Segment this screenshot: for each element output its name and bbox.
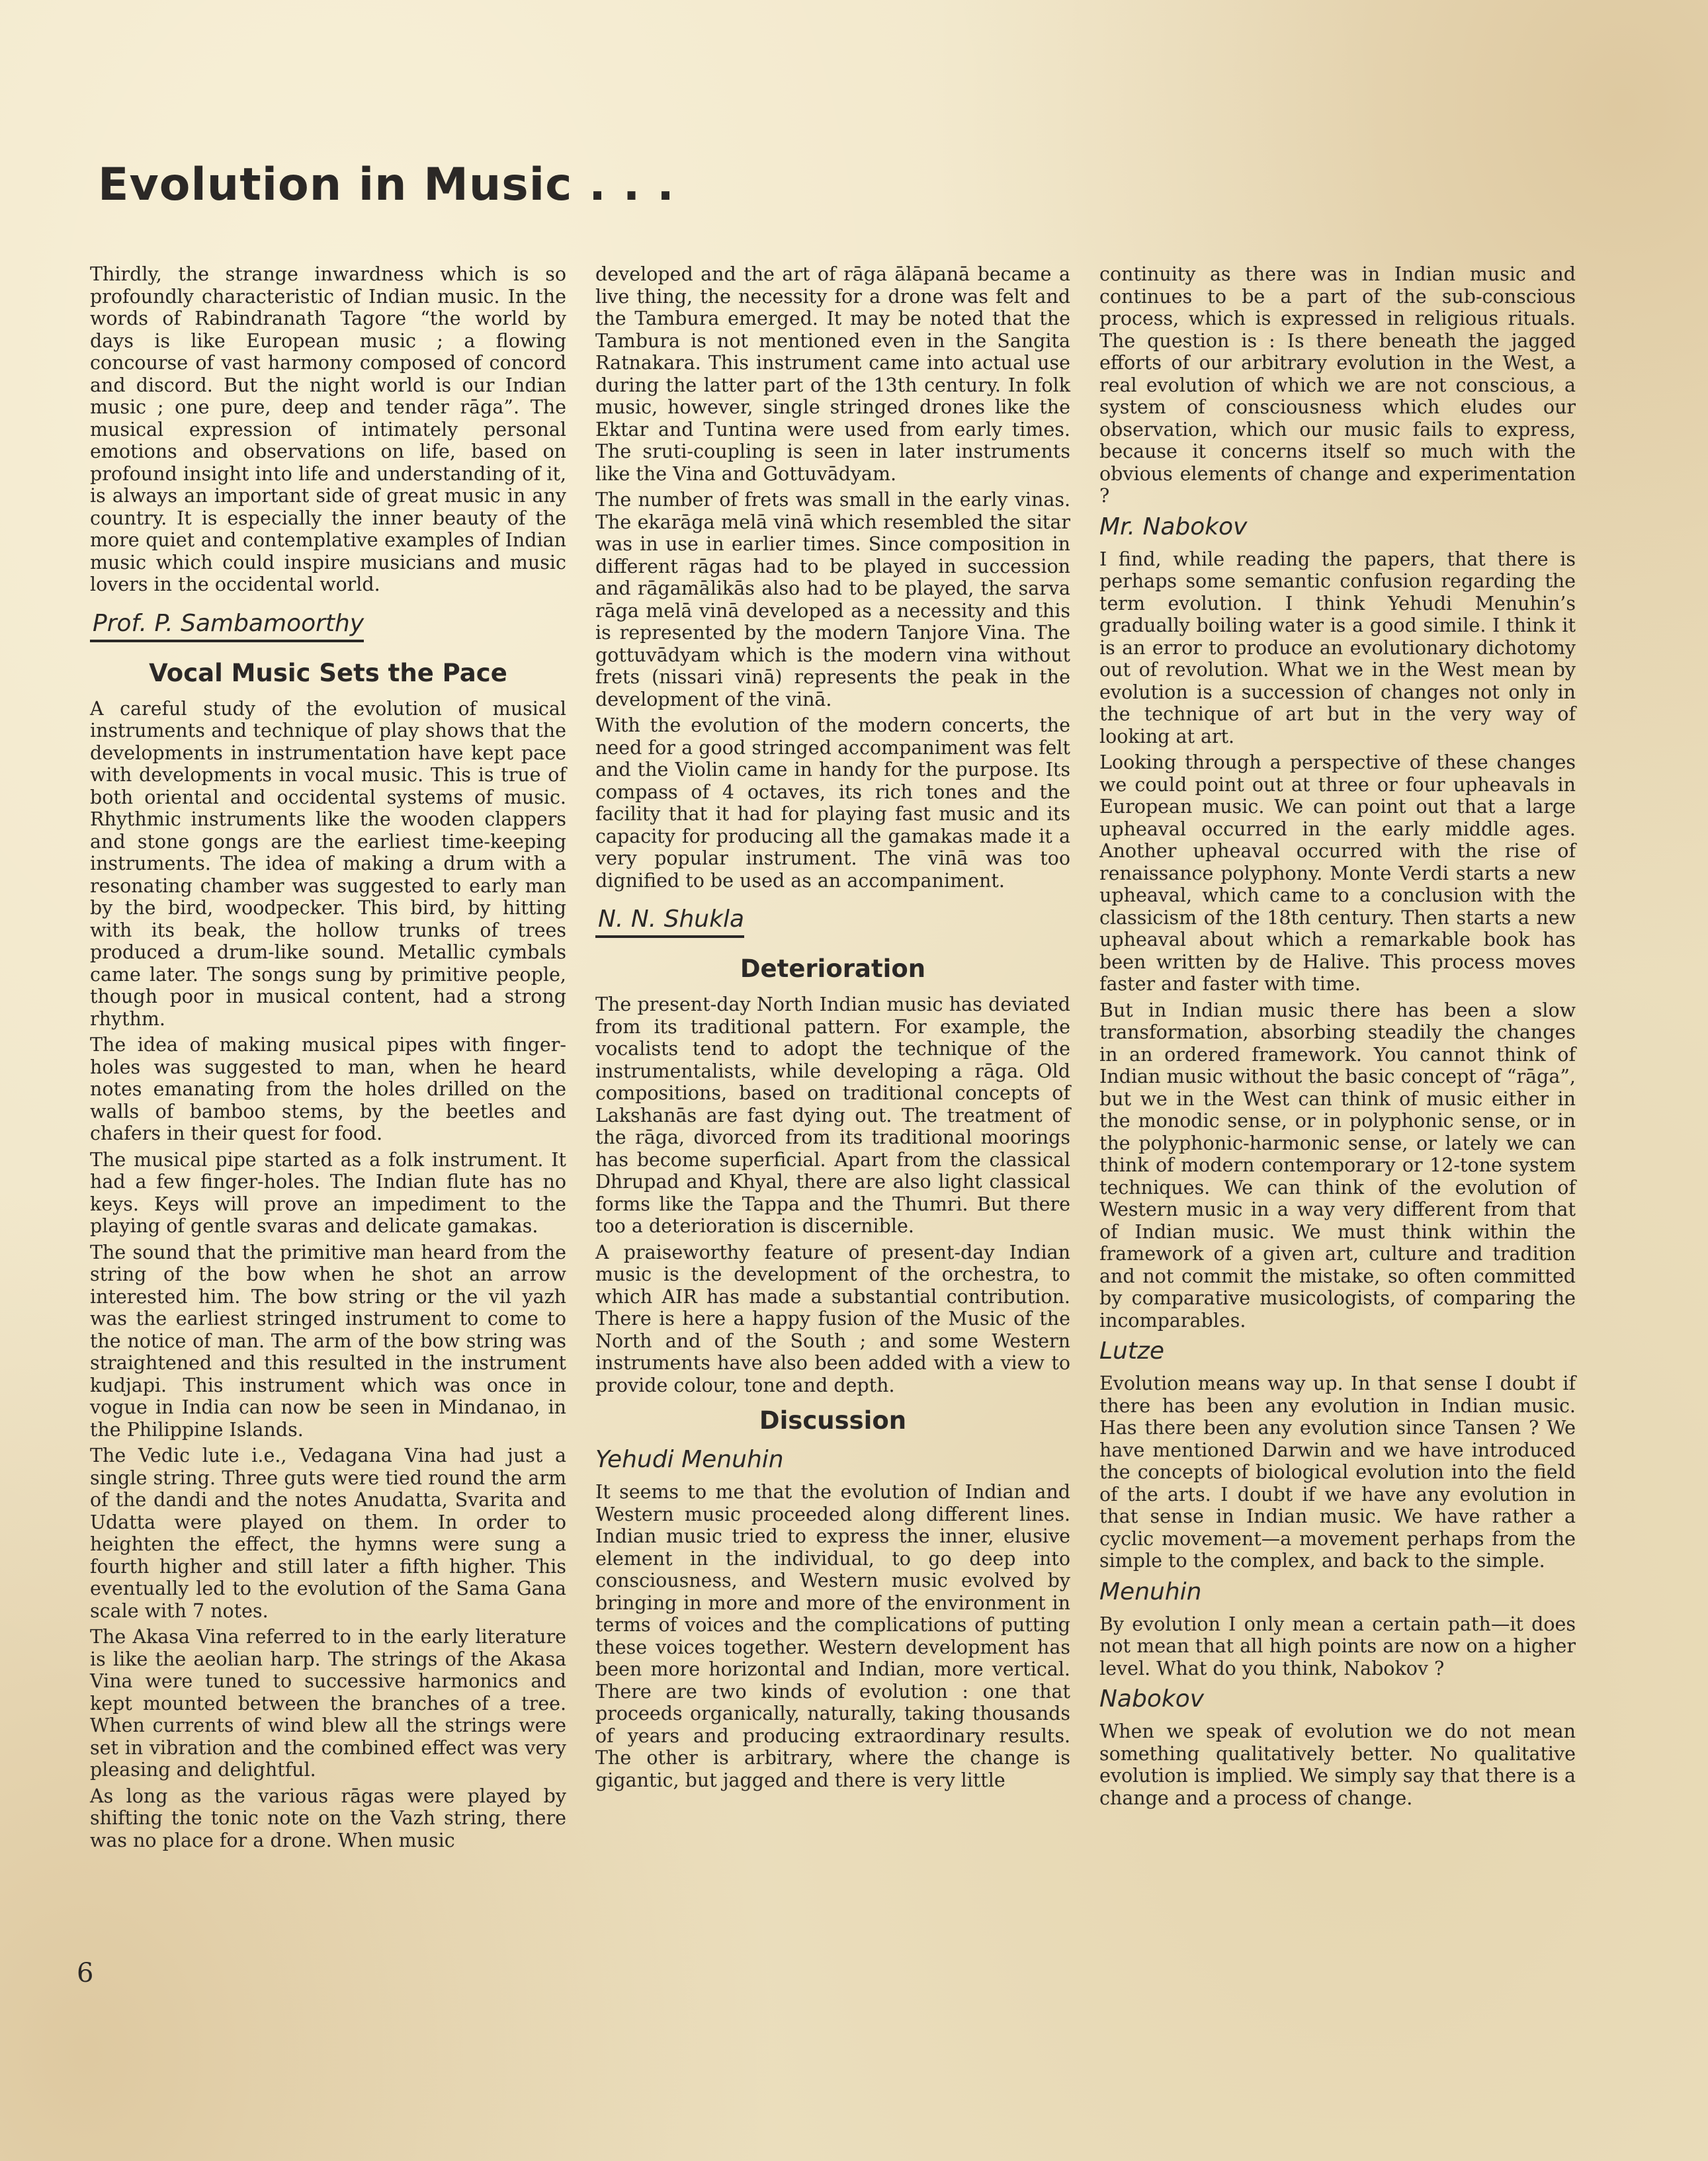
speaker-rule <box>90 604 566 649</box>
paragraph: continuity as there was in Indian music and continues to be a part of the sub-conscious process, which is expressed in religious rituals. The question is : Is there beneath the jagged efforts of our arbitrary evolution in the West, a real evolution of which we are not conscious, a system of consciousness which eludes our observation, which our music fails to express, because it concerns itself so much with the obvious elements of change and experimentation ? <box>1099 263 1576 507</box>
paragraph: The Vedic lute i.e., Vedagana Vina had just a single string. Three guts were tied round the arm of the dandi and the notes Anudatta, Svarita and Udatta were played on them. In order to heighten the effect, the hymns were sung a fourth higher and still later a fifth higher. This eventually led to the evolution of the Sama Gana scale with 7 notes. <box>90 1445 566 1622</box>
paragraph: By evolution I only mean a certain path—it does not mean that all high points are now on a higher level. What do you think, Nabokov ? <box>1099 1613 1576 1679</box>
speaker-rule <box>595 900 1070 945</box>
paragraph: Evolution means way up. In that sense I doubt if there has been any evolution in Indian music. Has there been any evolution since Tansen ? We have mentioned Darwin and we have introduced the concepts of biological evolution into the field of the arts. I doubt if we have any evolution in that sense in Indian music. We have rather a cyclic movement—a movement perhaps from the simple to the complex, and back to the simple. <box>1099 1373 1576 1572</box>
column-1 <box>90 263 566 1855</box>
paragraph: With the evolution of the modern concerts, the need for a good stringed accompaniment was felt and the Violin came in handy for the purpose. Its compass of 4 octaves, its rich tones and the facility that it had for playing fast music and its capacity for producing all the gamakas made it a very popular instrument. The vinā was too dignified to be used as an accompaniment. <box>595 714 1070 892</box>
paragraph: Looking through a perspective of these changes we could point out at three or four upheavals in European music. We can point out that a large upheaval occurred in the early middle ages. Another upheaval occurred with the rise of renaissance polyphony. Monte Verdi starts a new upheaval, which came to a conclusion with the classicism of the 18th century. Then starts a new upheaval about which a remarkable book has been written by de Halive. This process moves faster and faster with time. <box>1099 751 1576 995</box>
speaker-name: Prof. P. Sambamoorthy <box>90 609 364 642</box>
speaker-name: Menuhin <box>1099 1578 1202 1605</box>
paragraph: But in Indian music there has been a slow transformation, absorbing steadily the changes in an ordered framework. You cannot think of Indian music without the basic concept of “rāga”, but we in the West can think of music either in the monodic sense, or in polyphonic sense, or in the polyphonic-harmonic sense, or lately we can think of modern contemporary or 12-tone system techniques. We can think of the evolution of Western music in a way very different from that of Indian music. We must think within the framework of a given art, culture and tradition and not commit the mistake, so often committed by comparative musicologists, of comparing the incomparables. <box>1099 999 1576 1332</box>
paragraph: The sound that the primitive man heard from the string of the bow when he shot an arrow interested him. The bow string or the vil yazh was the earliest stringed instrument to come to the notice of man. The arm of the bow string was straightened and this resulted in the instrument kudjapi. This instrument which was once in vogue in India can now be seen in Mindanao, in the Philippine Islands. <box>90 1241 566 1441</box>
speaker-name: Mr. Nabokov <box>1099 513 1248 540</box>
section-heading: Vocal Music Sets the Pace <box>149 658 507 687</box>
paragraph: The present-day North Indian music has deviated from its traditional pattern. For example, the vocalists tend to adopt the technique of the instrumentalists, while developing a rāga. Old compositions, based on traditional concepts of Lakshanās are fast dying out. The treatment of the rāga, divorced from its traditional moorings has become superficial. Apart from the classical Dhrupad and Khyal, there are also light classical forms like the Tappa and the Thumri. But there too a deterioration is discernible. <box>595 994 1070 1237</box>
paragraph: developed and the art of rāga ālāpanā became a live thing, the necessity for a drone was felt and the Tambura emerged. It may be noted that the Tambura is not mentioned even in the Sangita Ratnakara. This instrument came into actual use during the latter part of the 13th century. In folk music, however, single stringed drones like the Ektar and Tuntina were used from early times. The sruti-coupling is seen in later instruments like the Vina and Gottuvādyam. <box>595 263 1070 485</box>
section-heading: Deterioration <box>740 954 926 983</box>
paragraph: I find, while reading the papers, that there is perhaps some semantic confusion regarding the term evolution. I think Yehudi Menuhin’s gradually boiling water is a good simile. I think it is an error to produce an evolutionary dichotomy out of revolution. What we in the West mean by evolution is a succession of changes not only in the technique of art but in the very way of looking at art. <box>1099 548 1576 747</box>
paragraph: Thirdly, the strange inwardness which is so profoundly characteristic of Indian music. In the words of Rabindranath Tagore “the world by days is like European music ; a flowing concourse of vast harmony composed of concord and discord. But the night world is our Indian music ; one pure, deep and tender rāga”. The musical expression of intimately personal emotions and observations on life, based on profound insight into life and understanding of it, is always an important side of great music in any country. It is especially the inner beauty of the more quiet and contemplative examples of Indian music which could inspire musicians and music lovers in the occidental world. <box>90 263 566 595</box>
speaker-name: N. N. Shukla <box>595 905 744 938</box>
speaker-name: Nabokov <box>1099 1685 1205 1713</box>
paragraph: A careful study of the evolution of musical instruments and technique of play shows that the developments in instrumentation have kept pace with developments in vocal music. This is true of both oriental and occidental systems of music. Rhythmic instruments like the wooden clappers and stone gongs are the earliest time-keeping instruments. The idea of making a drum with a resonating chamber was suggested to early man by the bird, woodpecker. This bird, by hitting with its beak, the hollow trunks of trees produced a drum-like sound. Metallic cymbals came later. The songs sung by primitive people, though poor in musical content, had a strong rhythm. <box>90 697 566 1030</box>
paragraph: When we speak of evolution we do not mean something qualitatively better. No qualitative evolution is implied. We simply say that there is a change and a process of change. <box>1099 1720 1576 1809</box>
page-title: Evolution in Music . . . <box>98 159 675 211</box>
paragraph: It seems to me that the evolution of Indian and Western music proceeded along different lines. Indian music tried to express the inner, elusive element in the individual, to go deep into consciousness, and Western music evolved by bringing in more and more of the environment in terms of voices and the complications of putting these voices together. Western development has been more horizontal and Indian, more vertical. There are two kinds of evolution : one that proceeds organically, naturally, taking thousands of years and producing extraordinary results. The other is arbitrary, where the change is gigantic, but jagged and there is very little <box>595 1481 1070 1791</box>
section-heading: Discussion <box>759 1406 907 1435</box>
page-number: 6 <box>77 1958 94 1988</box>
speaker-name: Lutze <box>1099 1337 1165 1365</box>
paragraph: The musical pipe started as a folk instrument. It had a few finger-holes. The Indian flute has no keys. Keys will prove an impediment to the playing of gentle svaras and delicate gamakas. <box>90 1148 566 1237</box>
paragraph: A praiseworthy feature of present-day Indian music is the development of the orchestra, to which AIR has made a substantial contribution. There is here a happy fusion of the Music of the North and of the South ; and some Western instruments have also been added with a view to provide colour, tone and depth. <box>595 1241 1070 1396</box>
column-3 <box>1099 263 1576 1813</box>
paragraph: As long as the various rāgas were played by shifting the tonic note on the Vazh string, there was no place for a drone. When music <box>90 1785 566 1851</box>
paragraph: The number of frets was small in the early vinas. The ekarāga melā vinā which resembled the sitar was in use in earlier times. Since composition in different rāgas had to be played in succession and rāgamālikās also had to be played, the sarva rāga melā vinā developed as a necessity and this is represented by the modern Tanjore Vina. The gottuvādyam which is the modern vina without frets (nissari vinā) represents the peak in the development of the vinā. <box>595 489 1070 710</box>
speaker-name: Yehudi Menuhin <box>595 1446 784 1473</box>
paragraph: The idea of making musical pipes with finger-holes was suggested to man, when he heard notes emanating from the holes drilled on the walls of bamboo stems, by the beetles and chafers in their quest for food. <box>90 1034 566 1144</box>
paragraph: The Akasa Vina referred to in the early literature is like the aeolian harp. The strings of the Akasa Vina were tuned to successive harmonics and kept mounted between the branches of a tree. When currents of wind blew all the strings were set in vibration and the combined effect was very pleasing and delightful. <box>90 1626 566 1781</box>
column-2 <box>595 263 1070 1795</box>
